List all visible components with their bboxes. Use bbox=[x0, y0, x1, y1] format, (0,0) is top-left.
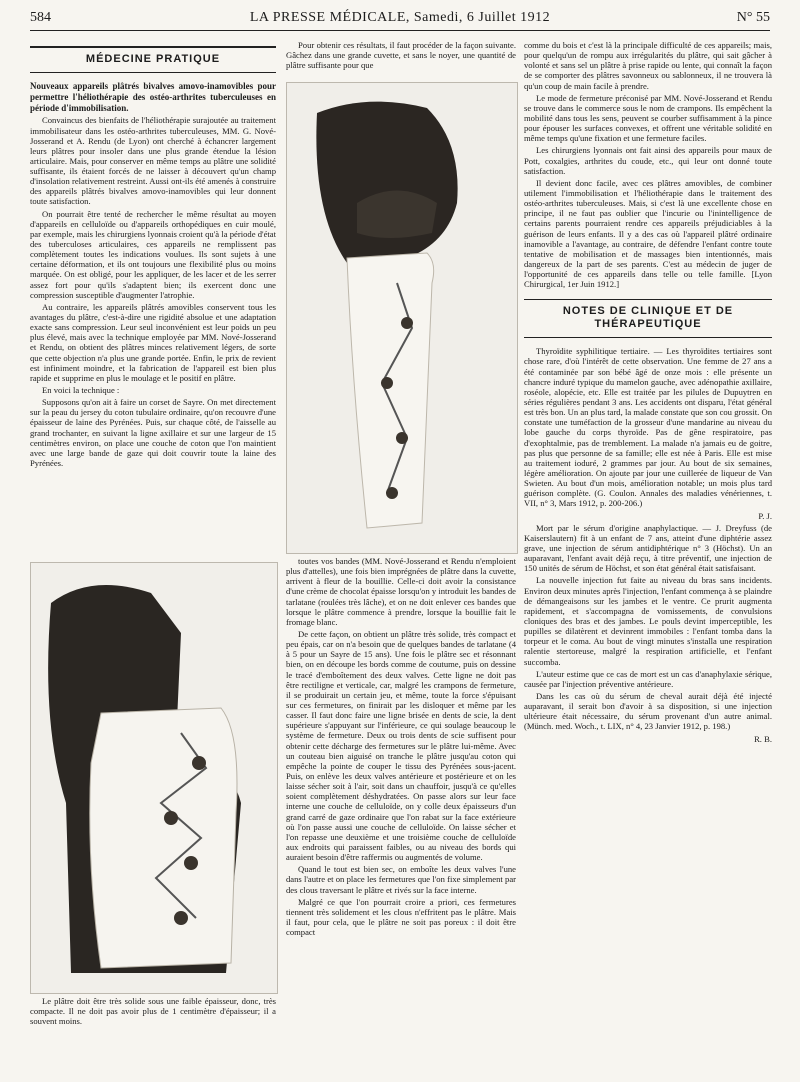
corset-photo bbox=[30, 562, 278, 994]
paragraph: La nouvelle injection fut faite au niveau du bras sans incidents. Environ deux minutes après l'injection, l'enfant commença à se plaindre de démangeaisons sur les jambes et le ventre. Ce prurit augmenta rapidement, et s'accompagna de vomissements, de convulsions cloniques des bras et des jambes. Le pouls devint imperceptible, les pupilles se dilatèrent et devinrent immobiles : l'enfant tomba dans la torpeur et le coma. Au bout de vingt minutes s'installa une respiration ralentie stertoreuse, malgré la respiration artificielle, et l'enfant succomba. bbox=[524, 575, 772, 667]
column-1-bottom bbox=[30, 996, 276, 1028]
paragraph: Dans les cas où du sérum de cheval aurait déjà été injecté auparavant, il serait bon d'avoir à sa disposition, si une injection ultérieure était nécessaire, du sérum provenant d'un autre animal. (Münch. med. Woch., t. LIX, n° 4, 23 Janvier 1912, p. 198.) bbox=[524, 690, 772, 732]
paragraph: toutes vos bandes (MM. Nové-Josserand et Rendu n'emploient plus d'attelles), une fois bien imprégnées de plâtre dans la cuvette, arrivent à fleur de la bouillie. Celle-ci doit avoir la consistance d'une crème de chocolat épaisse lorsqu'on y introduit les bandes de tarlatane (roulées très lâche), et on ne doit enlever ces bandes que lorsque le plâtre commence à prendre, lorsque la bouillie fait le fromage blanc. bbox=[286, 556, 516, 627]
page-number: 584 bbox=[30, 10, 51, 25]
paragraph: On pourrait être tenté de rechercher le même résultat au moyen d'appareils en celluloïde ou d'appareils orthopédiques en cuir moulé, par exemple, mais les chirurgiens lyonnais croient qu'à la période d'état des tuberculoses articulaires, ces appareils ne remplissent pas complètement toutes les indications voulues. Ils sont sujets à une certaine déformation, et ils ont toujours une flexibilité plus ou moins marquée. On est obligé, pour les appliquer, de les lacer et de les serrer assez fort pour qu'ils s'adaptent bien; ils exercent donc une compression susceptible d'augmenter l'atrophie. bbox=[30, 208, 276, 300]
paragraph: Mort par le sérum d'origine anaphylactique. — J. Dreyfuss (de Kaiserslautern) fit à un enfant de 7 ans, atteint d'une diphtérie assez grave, une injection de sérum antidiphtérique n° 3 (Höchst). Un an auparavant, l'enfant avait déjà reçu, à titre préventif, une injection de 150 unités de sérum de Höchst, et son état général était satisfaisant. bbox=[524, 522, 772, 574]
column-2-top bbox=[286, 40, 516, 70]
paragraph: Thyroïdite syphilitique tertiaire. — Les thyroïdites tertiaires sont chose rare, d'où l'intérêt de cette observation. Une femme de 27 ans a été contaminée par son bébé âgé de onze mois : elle présente un chancre induré typique du mamelon gauche, avec adénopathie axillaire, roséole, alopécie, etc. Elle est traitée par les pilules de Dupuytren en séries régulières pendant 3 ans. Les accidents ont disparu, l'état général est très bon. Un an plus tard, la malade constate que son cou grossit. On constate une tuméfaction de la grosseur d'une mandarine au niveau du lobe gauche du corps thyroïde. Pas de gêne respiratoire, pas d'exophtalmie, pas de tremblement. La malade n'a jamais eu de goitre, pas plus que personne de sa famille; elle est née à Paris. Elle est mise au traitement ioduré, 2 grammes par jour. Au bout de six semaines, légère amélioration. On ajoute par jour une cuillerée de liqueur de Van Swieten. Au bout d'un mois, amélioration notable; un mois plus tard guérison complète. (G. Coulon. Annales des maladies vénériennes, t. VII, n° 3, Mars 1912, p. 200-206.) bbox=[524, 346, 772, 509]
paragraph: Les chirurgiens lyonnais ont fait ainsi des appareils pour maux de Pott, coxalgies, arthrites du coude, etc., qui leur ont donné toute satisfaction. bbox=[524, 145, 772, 176]
issue-number: N° 55 bbox=[736, 10, 770, 25]
paragraph: Le mode de fermeture préconisé par MM. Nové-Josserand et Rendu se trouve dans le commerce sous le nom de crampons. Ils empêchent la mobilité dans tous les sens, peuvent se courber suffisamment à la pince pour épouser les surfaces convexes, et offrent une véritable solidité en même temps qu'une fixation et une fermeture faciles. bbox=[524, 92, 772, 144]
journal-title: LA PRESSE MÉDICALE, Samedi, 6 Juillet 1912 bbox=[249, 10, 551, 25]
leg-cast-photo bbox=[286, 82, 518, 554]
column-3 bbox=[524, 40, 772, 746]
article-title: Nouveaux appareils plâtrés bivalves amovo-inamovibles pour permettre l'héliothérapie des ostéo-arthrites tuberculeuses en période d'immobilisation. bbox=[30, 80, 276, 113]
paragraph: Il devient donc facile, avec ces plâtres amovibles, de combiner utilement l'immobilisation et l'héliothérapie dans le traitement des ostéo-arthrites tuberculeuses. Mais, si c'est là une excellente chose en principe, il ne faut pas oublier que l'incurie ou l'inintelligence de certains parents pourraient rendre ces appareils préjudiciables à la guérison de leurs enfants. Il y a des cas où l'appareil plâtré ordinaire inamovible a l'avantage, au contraire, de défendre l'enfant contre toute tentative de mobilisation et de massages bien intentionnés, mais dangereux de la part de ses parents. C'est au médecin de juger de l'opportunité de ces appareils dans telle ou telle famille. [Lyon Chirurgical, 1er Juin 1912.] bbox=[524, 177, 772, 290]
column-1 bbox=[30, 40, 276, 468]
page-header bbox=[30, 8, 770, 31]
paragraph: comme du bois et c'est là la principale difficulté de ces appareils; mais, pour quelqu'un de rompu aux irrégularités du plâtre, qui sait gâcher à volonté et sans sel un plâtre à prise rapide ou lente, qui connaît la façon de se comporter des plâtres savonneux ou sablonneux, il ne trouvera là qu'un coup de main facile à prendre. bbox=[524, 40, 772, 91]
paragraph: Supposons qu'on ait à faire un corset de Sayre. On met directement sur la peau du jersey du coton tubulaire ordinaire, qu'on recouvre d'une épaisseur de laine des Pyrénées. Puis, sur chaque côté, de l'aisselle au grand trochanter, en suivant la ligne axillaire et sur une largeur de 15 centimètres environ, on place une couche de coton que l'on maintient avec une large bande de gaze qui doit couvrir toute la laine des Pyrénées. bbox=[30, 397, 276, 468]
section-title-medecine-pratique: MÉDECINE PRATIQUE bbox=[30, 46, 276, 73]
paragraph: Au contraire, les appareils plâtrés amovibles conservent tous les avantages du plâtre, c'est-à-dire une rigidité absolue et une adaptation exacte sans compression. Leur seul inconvénient est leur poids un peu plus élevé, mais avec la technique employée par MM. Nové-Josserand et Rendu, on obtient des plâtres minces relativement légers, de sorte que cette objection n'a plus une grande portée. Enfin, le prix de revient est infiniment moindre, et la fabrication de l'appareil est bien plus rapide et supprime en plus le moulage et le positif en plâtre. bbox=[30, 301, 276, 383]
column-2-bottom bbox=[286, 556, 516, 939]
section-title-notes-clinique: NOTES DE CLINIQUE ET DE THÉRAPEUTIQUE bbox=[524, 299, 772, 338]
paragraph: Malgré ce que l'on pourrait croire a priori, ces fermetures tiennent très solidement et les clous n'effritent pas le plâtre. Mais il faut, pour cela, que le plâtre ne soit pas poreux : il doit être compact bbox=[286, 896, 516, 938]
paragraph: De cette façon, on obtient un plâtre très solide, très compact et peu épais, car on n'a besoin que de quelques bandes de tarlatane (4 à 5 pour un Sayre de 15 ans). Une fois le plâtre sec et résonnant bien, on en découpe les bords comme de coutume, puis on dessine le tracé d'emboîtement des deux valves. Cette ligne ne doit pas être rectiligne et verticale, car, malgré les crampons de fermeture, il se produirait un certain jeu, et même, toute la force s'épuisant sur ces fermetures, on finirait par les disloquer et même par les casser. Il faut donc faire une ligne brisée en dents de scie, la dent supérieure s'appuyant sur l'inférieure, ce qui soulage beaucoup le système de fermeture. Deux ou trois dents de scie suffisent pour obtenir cette décharge des fermetures sur le plâtre lui-même. Avec un couteau bien aiguisé on tranche le plâtre jusqu'au coton qui empêche la pointe de couper le tissu des Pyrénées sous-jacent. Puis, on enlève les deux valves antérieure et postérieure et on les laisse sécher soit à l'air, soit dans un chauffoir, jusqu'à ce qu'elles soient complètement déshydratées. On passe alors sur leur face interne une couche de celluloïde, on y colle deux épaisseurs d'un grand carré de gaze ordinaire que l'on rabat sur la face extérieure où l'on passe aussi une couche de celluloïde. On laisse sécher et l'on repasse une deuxième et une troisième couche de celluloïde aux endroits qui paraissent faibles, ou au niveau des bords qui auraient besoin d'être raffermis ou augmentés de volume. bbox=[286, 628, 516, 863]
paragraph: Le plâtre doit être très solide sous une faible épaisseur, donc, très compacte. Il ne doit pas avoir plus de 1 centimètre d'épaisseur; il a souvent moins. bbox=[30, 996, 276, 1027]
paragraph: L'auteur estime que ce cas de mort est un cas d'anaphylaxie sérique, causée par l'injection préventive antérieure. bbox=[524, 668, 772, 689]
paragraph: Convaincus des bienfaits de l'héliothérapie surajoutée au traitement immobilisateur dans les ostéo-arthrites tuberculeuses, MM. G. Nové-Josserand et A. Rendu (de Lyon) ont cherché à échancrer largement leurs plâtres pour insoler dans une plus grande étendue la lésion articulaire. Mais, pour conserver en même temps au plâtre une solidité suffisante, ils étaient forcés de ne laisser à découvert qu'un champ d'insolation relativement restreint. Aussi ont-ils été amenés à construire des appareils plâtrés bivalves amovo-inamovibles qui leur donnent toute satisfaction. bbox=[30, 115, 276, 207]
signature-rb: R. B. bbox=[754, 733, 772, 744]
paragraph: En voici la technique : bbox=[42, 385, 120, 396]
paragraph: Quand le tout est bien sec, on emboîte les deux valves l'une dans l'autre et on place les fermetures que l'on fixe simplement par des clous traversant le plâtre et rivés sur la face interne. bbox=[286, 864, 516, 895]
signature-pj: P. J. bbox=[758, 510, 772, 521]
paragraph: Pour obtenir ces résultats, il faut procéder de la façon suivante. Gâchez dans une grande cuvette, et sans le noyer, une quantité de plâtre suffisante pour que bbox=[286, 40, 516, 71]
